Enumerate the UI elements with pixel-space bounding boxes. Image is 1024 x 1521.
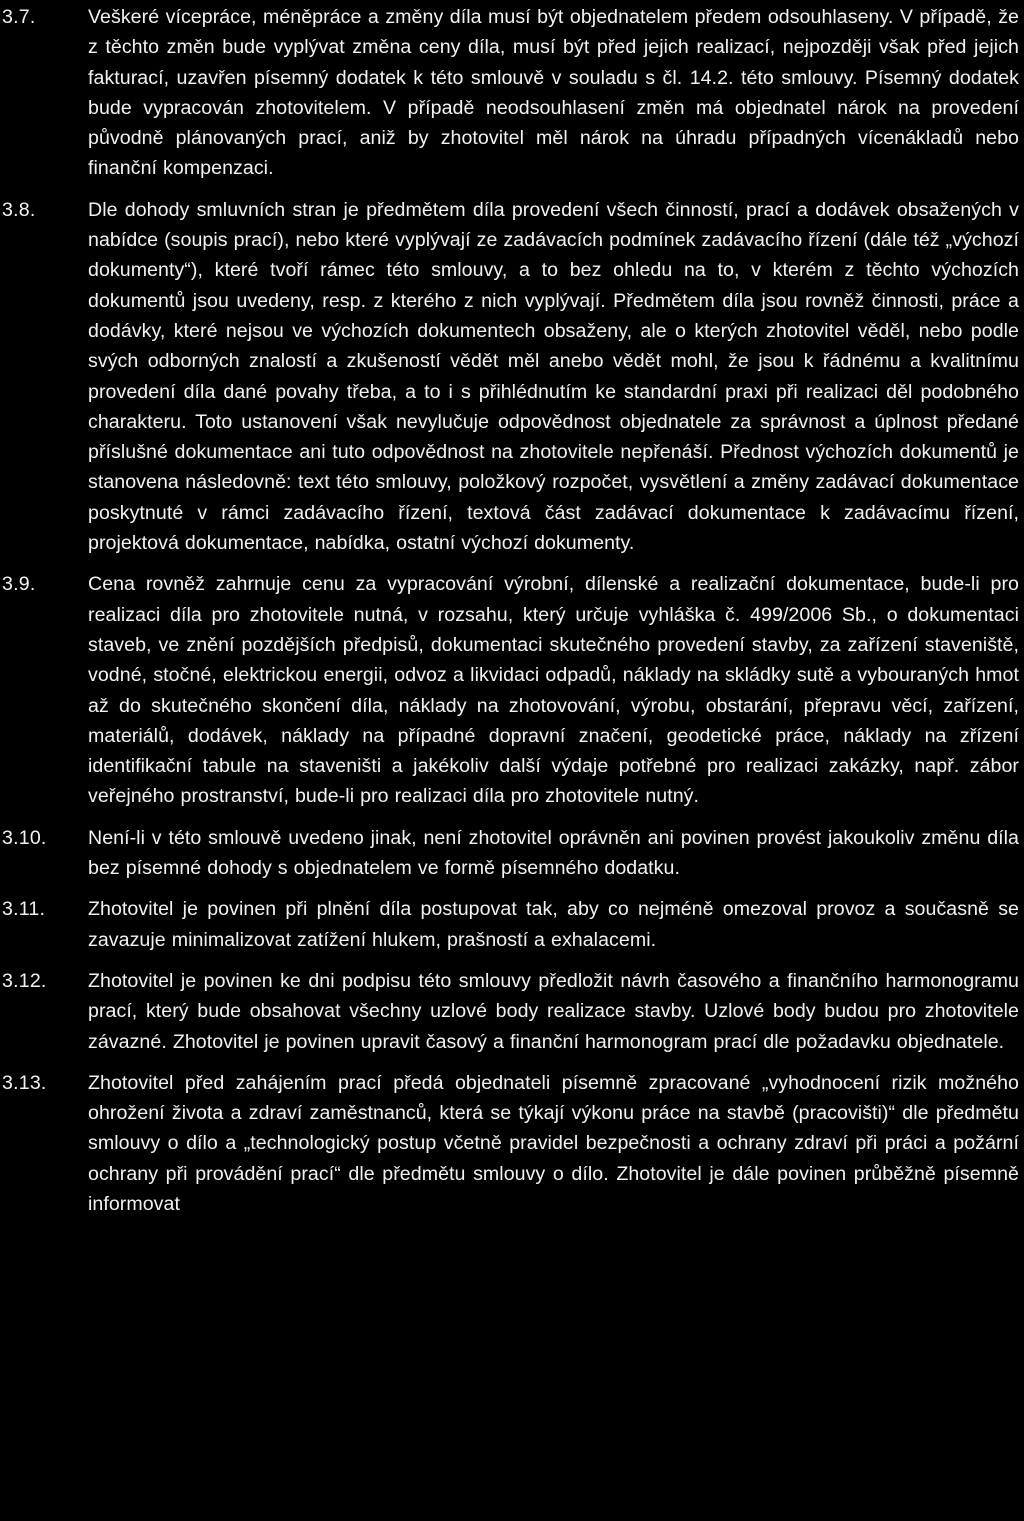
clause-text: Zhotovitel před zahájením prací předá objednateli písemně zpracované „vyhodnocení rizik možného ohrožení života a zdraví zaměstnanců, která se týkají výkonu práce na stavbě (pracovišti)“ dle předmětu smlouvy o dílo a „technologický postup včetně pravidel bezpečnosti a ochrany zdraví při práci a požární ochrany při provádění prací“ dle předmětu smlouvy o dílo. Zhotovitel je dále povinen průběžně písemně informovat: [88, 1071, 1019, 1215]
clause-text: Zhotovitel je povinen při plnění díla postupovat tak, aby co nejméně omezoval provoz a současně se zavazuje minimalizovat zatížení hlukem, prašností a exhalacemi.: [88, 898, 1019, 951]
clause-text: Cena rovněž zahrnuje cenu za vypracování výrobní, dílenské a realizační dokumentace, bude-li pro realizaci díla pro zhotovitele nutná, v rozsahu, který určuje vyhláška č. 499/2006 Sb., o dokumentaci staveb, ve znění pozdějších předpisů, dokumentaci skutečného provedení stavby, za zařízení staveniště, vodné, stočné, elektrickou energii, odvoz a likvidaci odpadů, náklady na skládky sutě a vybouraných hmot až do skutečného skončení díla, náklady na zhotovování, výrobu, obstarání, přepravu věcí, zařízení, materiálů, dodávek, náklady na případné dopravní značení, geodetické práce, náklady na zřízení identifikační tabule na staveništi a jakékoliv další výdaje potřebné pro realizaci zakázky, např. zábor veřejného prostranství, bude-li pro realizaci díla pro zhotovitele nutný.: [88, 573, 1019, 808]
clause-3-10: [0, 823, 1024, 884]
clause-number: 3.9.: [2, 573, 36, 596]
clause-text: Zhotovitel je povinen ke dni podpisu této smlouvy předložit návrh časového a finančního harmonogramu prací, který bude obsahovat všechny uzlové body realizace stavby. Uzlové body budou pro zhotovitele závazné. Zhotovitel je povinen upravit časový a finanční harmonogram prací dle požadavku objednatele.: [88, 969, 1019, 1053]
clause-number: 3.11.: [2, 898, 46, 921]
clause-3-9: [0, 569, 1024, 811]
clause-3-7: [0, 2, 1024, 184]
clause-number: 3.12.: [2, 969, 47, 992]
clause-text: Dle dohody smluvních stran je předmětem díla provedení všech činností, prací a dodávek obsažených v nabídce (soupis prací), nebo které vyplývají ze zadávacích podmínek zadávacího řízení (dále též „výchozí dokumenty“), které tvoří rámec této smlouvy, a to bez ohledu na to, v kterém z těchto výchozích dokumentů jsou uvedeny, resp. z kterého z nich vyplývají. Předmětem díla jsou rovněž činnosti, práce a dodávky, které nejsou ve výchozích dokumentech obsaženy, ale o kterých zhotovitel věděl, nebo podle svých odborných znalostí a zkušeností vědět měl anebo vědět mohl, že jsou k řádnému a kvalitnímu provedení díla dané povahy třeba, a to i s přihlédnutím ke standardní praxi při realizaci děl podobného charakteru. Toto ustanovení však nevylučuje odpovědnost objednatele za správnost a úplnost předané příslušné dokumentace ani tuto odpovědnost na zhotovitele nepřenáší. Přednost výchozích dokumentů je stanovena následovně: text této smlouvy, položkový rozpočet, vysvětlení a změny zadávací dokumentace poskytnuté v rámci zadávacího řízení, textová část zadávací dokumentace k zadávacímu řízení, projektová dokumentace, nabídka, ostatní výchozí dokumenty.: [88, 198, 1019, 555]
clause-number: 3.10.: [2, 826, 47, 849]
clause-3-11: [0, 894, 1024, 955]
clause-3-8: [0, 195, 1024, 559]
clause-number: 3.7.: [2, 6, 36, 28]
clause-text: Není-li v této smlouvě uvedeno jinak, není zhotovitel oprávněn ani povinen provést jakoukoliv změnu díla bez písemné dohody s objednatelem ve formě písemného dodatku.: [88, 826, 1019, 880]
clause-3-13: [0, 1068, 1024, 1219]
clause-number: 3.8.: [2, 198, 36, 221]
clause-text: Veškeré vícepráce, méněpráce a změny díla musí být objednatelem předem odsouhlaseny. V případě, že z těchto změn bude vyplývat změna ceny díla, musí být před jejich realizací, nejpozději však před jejich fakturací, uzavřen písemný dodatek k této smlouvě v souladu s čl. 14.2. této smlouvy. Písemný dodatek bude vypracován zhotovitelem. V případě neodsouhlasení změn má objednatel nárok na provedení původně plánovaných prací, aniž by zhotovitel měl nárok na úhradu případných vícenákladů nebo finanční kompenzaci.: [88, 6, 1019, 180]
clause-number: 3.13.: [2, 1071, 47, 1094]
clause-3-12: [0, 966, 1024, 1057]
